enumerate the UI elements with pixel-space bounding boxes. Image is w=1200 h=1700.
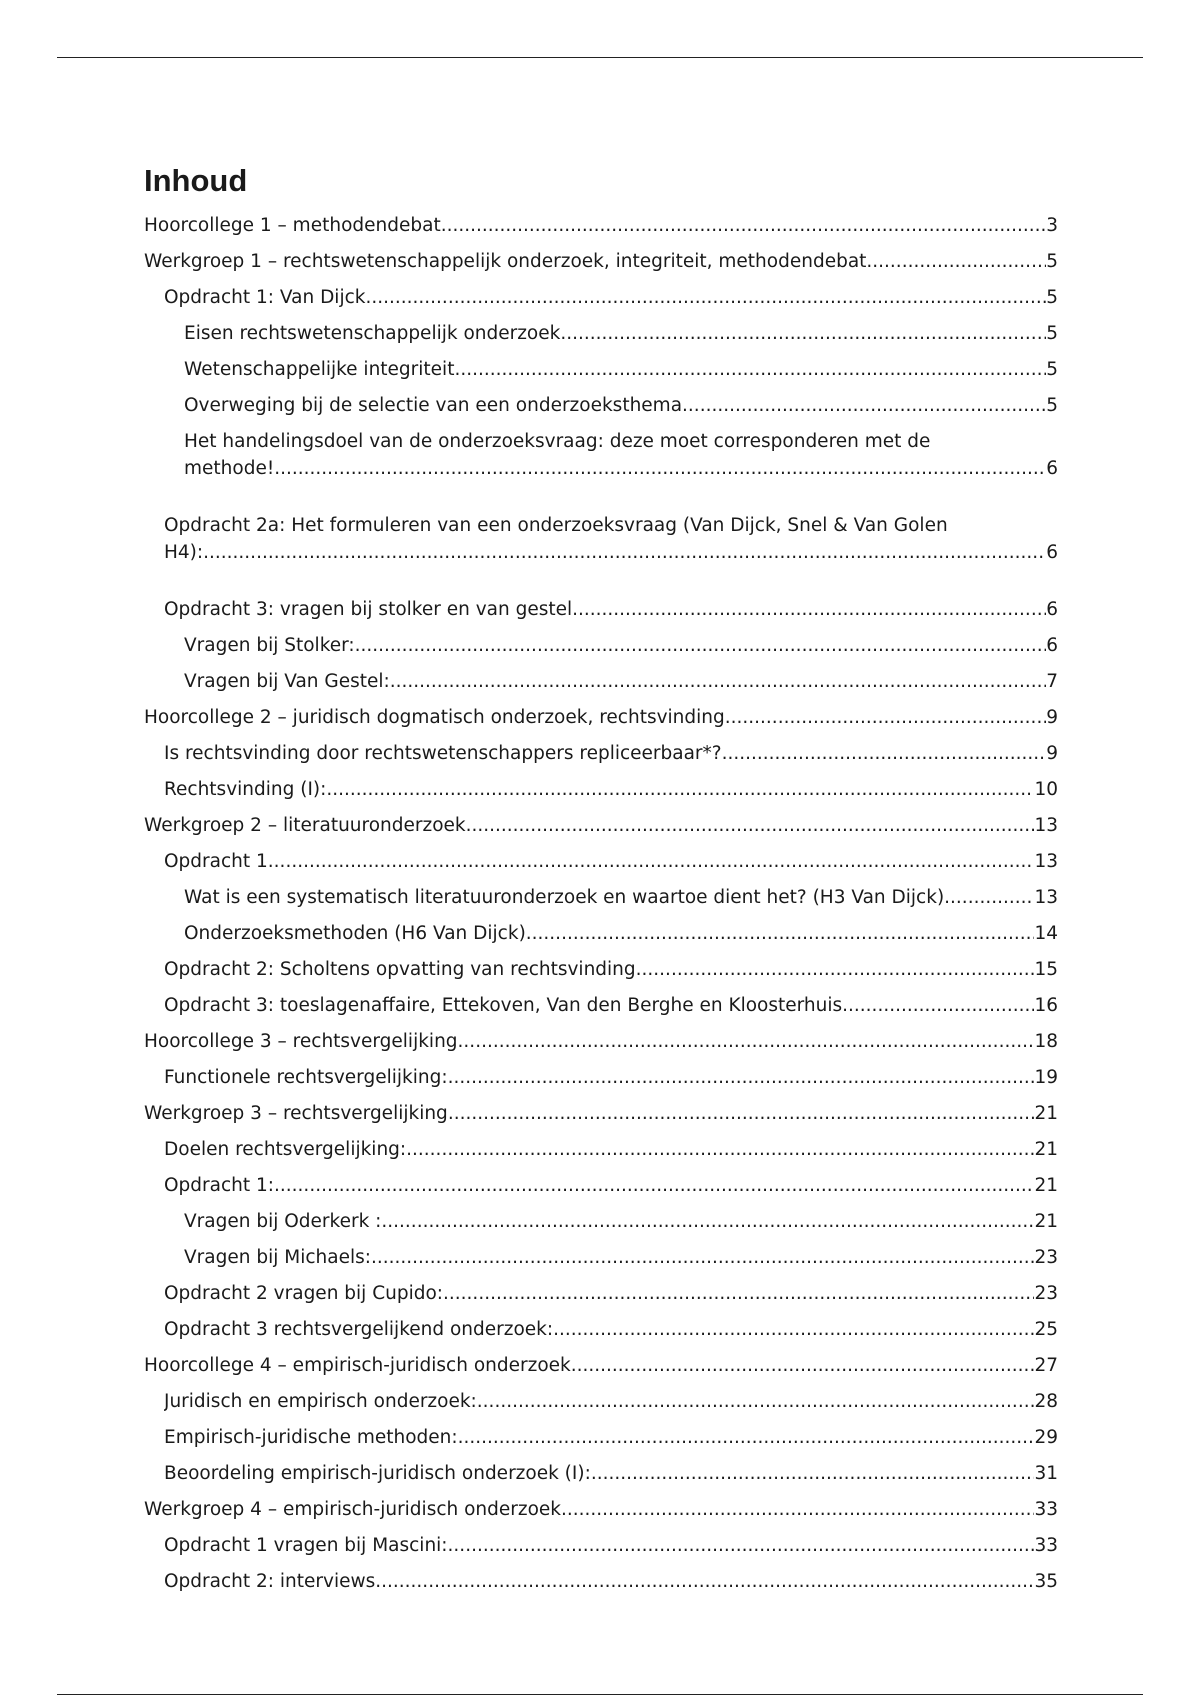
- toc-entry-title: Opdracht 2 vragen bij Cupido:: [164, 1283, 444, 1304]
- toc-entry-title: Vragen bij Michaels:: [184, 1247, 371, 1268]
- toc-entry-title-continuation: methode!: [184, 458, 275, 479]
- toc-entry-page-number: 5: [1046, 395, 1058, 416]
- toc-entry[interactable]: [144, 248, 1058, 275]
- dot-leader: [950, 884, 1034, 911]
- toc-entry-title: Opdracht 2: Scholtens opvatting van rechtsvinding: [164, 959, 636, 980]
- toc-entry-page-number: 27: [1034, 1355, 1058, 1376]
- toc-entry-page-number: 10: [1034, 779, 1058, 800]
- toc-entry-title: Opdracht 2: interviews: [164, 1571, 376, 1592]
- toc-entry-title-continuation: H4):: [164, 542, 204, 563]
- toc-entry-title: Werkgroep 3 – rechtsvergelijking: [144, 1103, 448, 1124]
- toc-entry-page-number: 5: [1046, 323, 1058, 344]
- toc-entry[interactable]: [184, 668, 1058, 695]
- toc-entry-title: Opdracht 2a: Het formuleren van een onderzoeksvraag (Van Dijck, Snel & Van Golen: [164, 515, 948, 536]
- toc-entry-page-number: 5: [1046, 359, 1058, 380]
- toc-entry[interactable]: [164, 1460, 1058, 1487]
- toc-entry-title: Opdracht 3 rechtsvergelijkend onderzoek:: [164, 1319, 554, 1340]
- toc-entry-title: Onderzoeksmethoden (H6 Van Dijck): [184, 923, 526, 944]
- toc-entry-page-number: 33: [1034, 1535, 1058, 1556]
- dot-leader: [842, 992, 1034, 1019]
- toc-entry[interactable]: [164, 512, 1058, 566]
- toc-entry-title: Vragen bij Van Gestel:: [184, 671, 390, 692]
- toc-entry[interactable]: [164, 1280, 1058, 1307]
- toc-entry-title: Juridisch en empirisch onderzoek:: [164, 1391, 477, 1412]
- toc-entry-page-number: 9: [1046, 743, 1058, 764]
- toc-entry-page-number: 21: [1034, 1103, 1058, 1124]
- dot-leader: [375, 1568, 1034, 1595]
- toc-entry-title: Hoorcollege 1 – methodendebat: [144, 215, 441, 236]
- toc-entry-page-number: 21: [1034, 1175, 1058, 1196]
- toc-entry-title: Opdracht 1: [164, 851, 268, 872]
- toc-entry-title: Overweging bij de selectie van een onderzoeksthema: [184, 395, 683, 416]
- dot-leader: [636, 956, 1035, 983]
- toc-entry-title: Empirisch-juridische methoden:: [164, 1427, 458, 1448]
- dot-leader: [390, 668, 1046, 695]
- toc-entry-title: Werkgroep 2 – literatuuronderzoek: [144, 815, 466, 836]
- dot-leader: [441, 212, 1047, 239]
- toc-entry[interactable]: [184, 920, 1058, 947]
- dot-leader: [466, 812, 1035, 839]
- toc-entry-title: Wetenschappelijke integriteit: [184, 359, 455, 380]
- toc-entry[interactable]: [164, 1316, 1058, 1343]
- dot-leader: [458, 1424, 1035, 1451]
- toc-entry-page-number: 15: [1034, 959, 1058, 980]
- dot-leader: [571, 1352, 1035, 1379]
- toc-entry-title: Eisen rechtswetenschappelijk onderzoek: [184, 323, 561, 344]
- toc-entry-page-number: 6: [1046, 635, 1058, 656]
- toc-entry-title: Hoorcollege 4 – empirisch-juridisch onderzoek: [144, 1355, 571, 1376]
- dot-leader: [560, 320, 1046, 347]
- toc-entry-page-number: 19: [1034, 1067, 1058, 1088]
- toc-entry-title: Vragen bij Stolker:: [184, 635, 355, 656]
- toc-entry-title: Doelen rechtsvergelijking:: [164, 1139, 407, 1160]
- toc-entry-title: Vragen bij Oderkerk :: [184, 1211, 382, 1232]
- toc-entry-page-number: 9: [1046, 707, 1058, 728]
- toc-entry[interactable]: [144, 1028, 1058, 1055]
- dot-leader: [454, 356, 1046, 383]
- toc-entry[interactable]: [164, 776, 1058, 803]
- toc-entry-page-number: 6: [1046, 542, 1058, 563]
- dot-leader: [591, 1460, 1035, 1487]
- toc-entry-page-number: 3: [1046, 215, 1058, 236]
- toc-entry[interactable]: [144, 1100, 1058, 1127]
- toc-entry[interactable]: [164, 1532, 1058, 1559]
- toc-entry[interactable]: [184, 356, 1058, 383]
- dot-leader: [477, 1388, 1035, 1415]
- toc-entry-title: Het handelingsdoel van de onderzoeksvraag: deze moet corresponderen met de: [184, 431, 931, 452]
- toc-entry-title: Functionele rechtsvergelijking:: [164, 1067, 448, 1088]
- toc-entry[interactable]: [144, 812, 1058, 839]
- toc-entry[interactable]: [164, 1424, 1058, 1451]
- toc-entry[interactable]: [144, 1496, 1058, 1523]
- toc-entry-page-number: 35: [1034, 1571, 1058, 1592]
- toc-entry-title: Beoordeling empirisch-juridisch onderzoek (I):: [164, 1463, 591, 1484]
- toc-entry-title: Wat is een systematisch literatuuronderzoek en waartoe dient het? (H3 Van Dijck).: [184, 887, 951, 908]
- toc-entry[interactable]: [164, 992, 1058, 1019]
- dot-leader: [725, 704, 1046, 731]
- toc-entry-page-number: 23: [1034, 1283, 1058, 1304]
- dot-leader: [448, 1100, 1035, 1127]
- table-of-contents: [144, 212, 1058, 1604]
- toc-entry-page-number: 14: [1034, 923, 1058, 944]
- dot-leader: [526, 920, 1035, 947]
- toc-entry-page-number: 25: [1034, 1319, 1058, 1340]
- toc-entry[interactable]: [184, 884, 1058, 911]
- header-rule: [57, 57, 1143, 58]
- toc-entry-page-number: 6: [1046, 599, 1058, 620]
- dot-leader: [268, 848, 1035, 875]
- dot-leader: [371, 1244, 1034, 1271]
- toc-entry[interactable]: [164, 740, 1058, 767]
- dot-leader: [274, 455, 1046, 482]
- dot-leader: [866, 248, 1046, 275]
- toc-entry[interactable]: [164, 1388, 1058, 1415]
- toc-entry-title: Opdracht 3: toeslagenaffaire, Ettekoven, Van den Berghe en Kloosterhuis: [164, 995, 843, 1016]
- dot-leader: [355, 632, 1047, 659]
- toc-entry-title: Opdracht 3: vragen bij stolker en van gestel: [164, 599, 573, 620]
- toc-entry[interactable]: [144, 1352, 1058, 1379]
- toc-entry-page-number: 5: [1046, 251, 1058, 272]
- toc-entry-title: Werkgroep 4 – empirisch-juridisch onderzoek: [144, 1499, 562, 1520]
- toc-entry-page-number: 21: [1034, 1139, 1058, 1160]
- toc-entry[interactable]: [164, 1136, 1058, 1163]
- dot-leader: [274, 1172, 1034, 1199]
- toc-entry[interactable]: [164, 848, 1058, 875]
- toc-entry[interactable]: [164, 284, 1058, 311]
- dot-leader: [448, 1532, 1035, 1559]
- toc-entry[interactable]: [164, 596, 1058, 623]
- toc-entry-page-number: 6: [1046, 458, 1058, 479]
- toc-entry[interactable]: [184, 1244, 1058, 1271]
- dot-leader: [326, 776, 1034, 803]
- dot-leader: [443, 1280, 1034, 1307]
- dot-leader: [553, 1316, 1034, 1343]
- toc-entry-page-number: 31: [1034, 1463, 1058, 1484]
- toc-entry-page-number: 18: [1034, 1031, 1058, 1052]
- toc-entry-title: Opdracht 1 vragen bij Mascini:: [164, 1535, 448, 1556]
- toc-entry-title: Opdracht 1:: [164, 1175, 275, 1196]
- toc-entry[interactable]: [164, 1172, 1058, 1199]
- dot-leader: [572, 596, 1046, 623]
- toc-entry[interactable]: [184, 320, 1058, 347]
- toc-entry[interactable]: [144, 704, 1058, 731]
- toc-entry[interactable]: [184, 428, 1058, 482]
- toc-entry-page-number: 13: [1034, 815, 1058, 836]
- dot-leader: [406, 1136, 1034, 1163]
- toc-entry-page-number: 23: [1034, 1247, 1058, 1268]
- dot-leader: [722, 740, 1047, 767]
- toc-entry[interactable]: [184, 392, 1058, 419]
- toc-entry[interactable]: [164, 1064, 1058, 1091]
- dot-leader: [458, 1028, 1035, 1055]
- toc-entry-title: Opdracht 1: Van Dijck: [164, 287, 366, 308]
- dot-leader: [561, 1496, 1034, 1523]
- toc-entry-page-number: 13: [1034, 887, 1058, 908]
- footer-rule: [57, 1694, 1143, 1695]
- toc-entry-title: Werkgroep 1 – rechtswetenschappelijk onderzoek, integriteit, methodendebat: [144, 251, 867, 272]
- dot-leader: [203, 539, 1046, 566]
- toc-entry[interactable]: [184, 632, 1058, 659]
- dot-leader: [682, 392, 1046, 419]
- toc-entry-title: Is rechtsvinding door rechtswetenschappers repliceerbaar*?: [164, 743, 722, 764]
- toc-entry-page-number: 21: [1034, 1211, 1058, 1232]
- page-title: Inhoud: [144, 163, 248, 198]
- toc-entry-page-number: 29: [1034, 1427, 1058, 1448]
- toc-entry-page-number: 7: [1046, 671, 1058, 692]
- toc-entry[interactable]: [164, 1568, 1058, 1595]
- toc-entry[interactable]: [184, 1208, 1058, 1235]
- dot-leader: [365, 284, 1046, 311]
- toc-entry-page-number: 13: [1034, 851, 1058, 872]
- dot-leader: [448, 1064, 1035, 1091]
- toc-entry[interactable]: [144, 212, 1058, 239]
- toc-entry-title: Hoorcollege 2 – juridisch dogmatisch onderzoek, rechtsvinding: [144, 707, 725, 728]
- toc-entry-title: Rechtsvinding (I):: [164, 779, 327, 800]
- toc-entry-page-number: 28: [1034, 1391, 1058, 1412]
- toc-entry[interactable]: [164, 956, 1058, 983]
- toc-entry-page-number: 16: [1034, 995, 1058, 1016]
- dot-leader: [381, 1208, 1034, 1235]
- toc-entry-page-number: 33: [1034, 1499, 1058, 1520]
- toc-entry-page-number: 5: [1046, 287, 1058, 308]
- toc-entry-title: Hoorcollege 3 – rechtsvergelijking: [144, 1031, 458, 1052]
